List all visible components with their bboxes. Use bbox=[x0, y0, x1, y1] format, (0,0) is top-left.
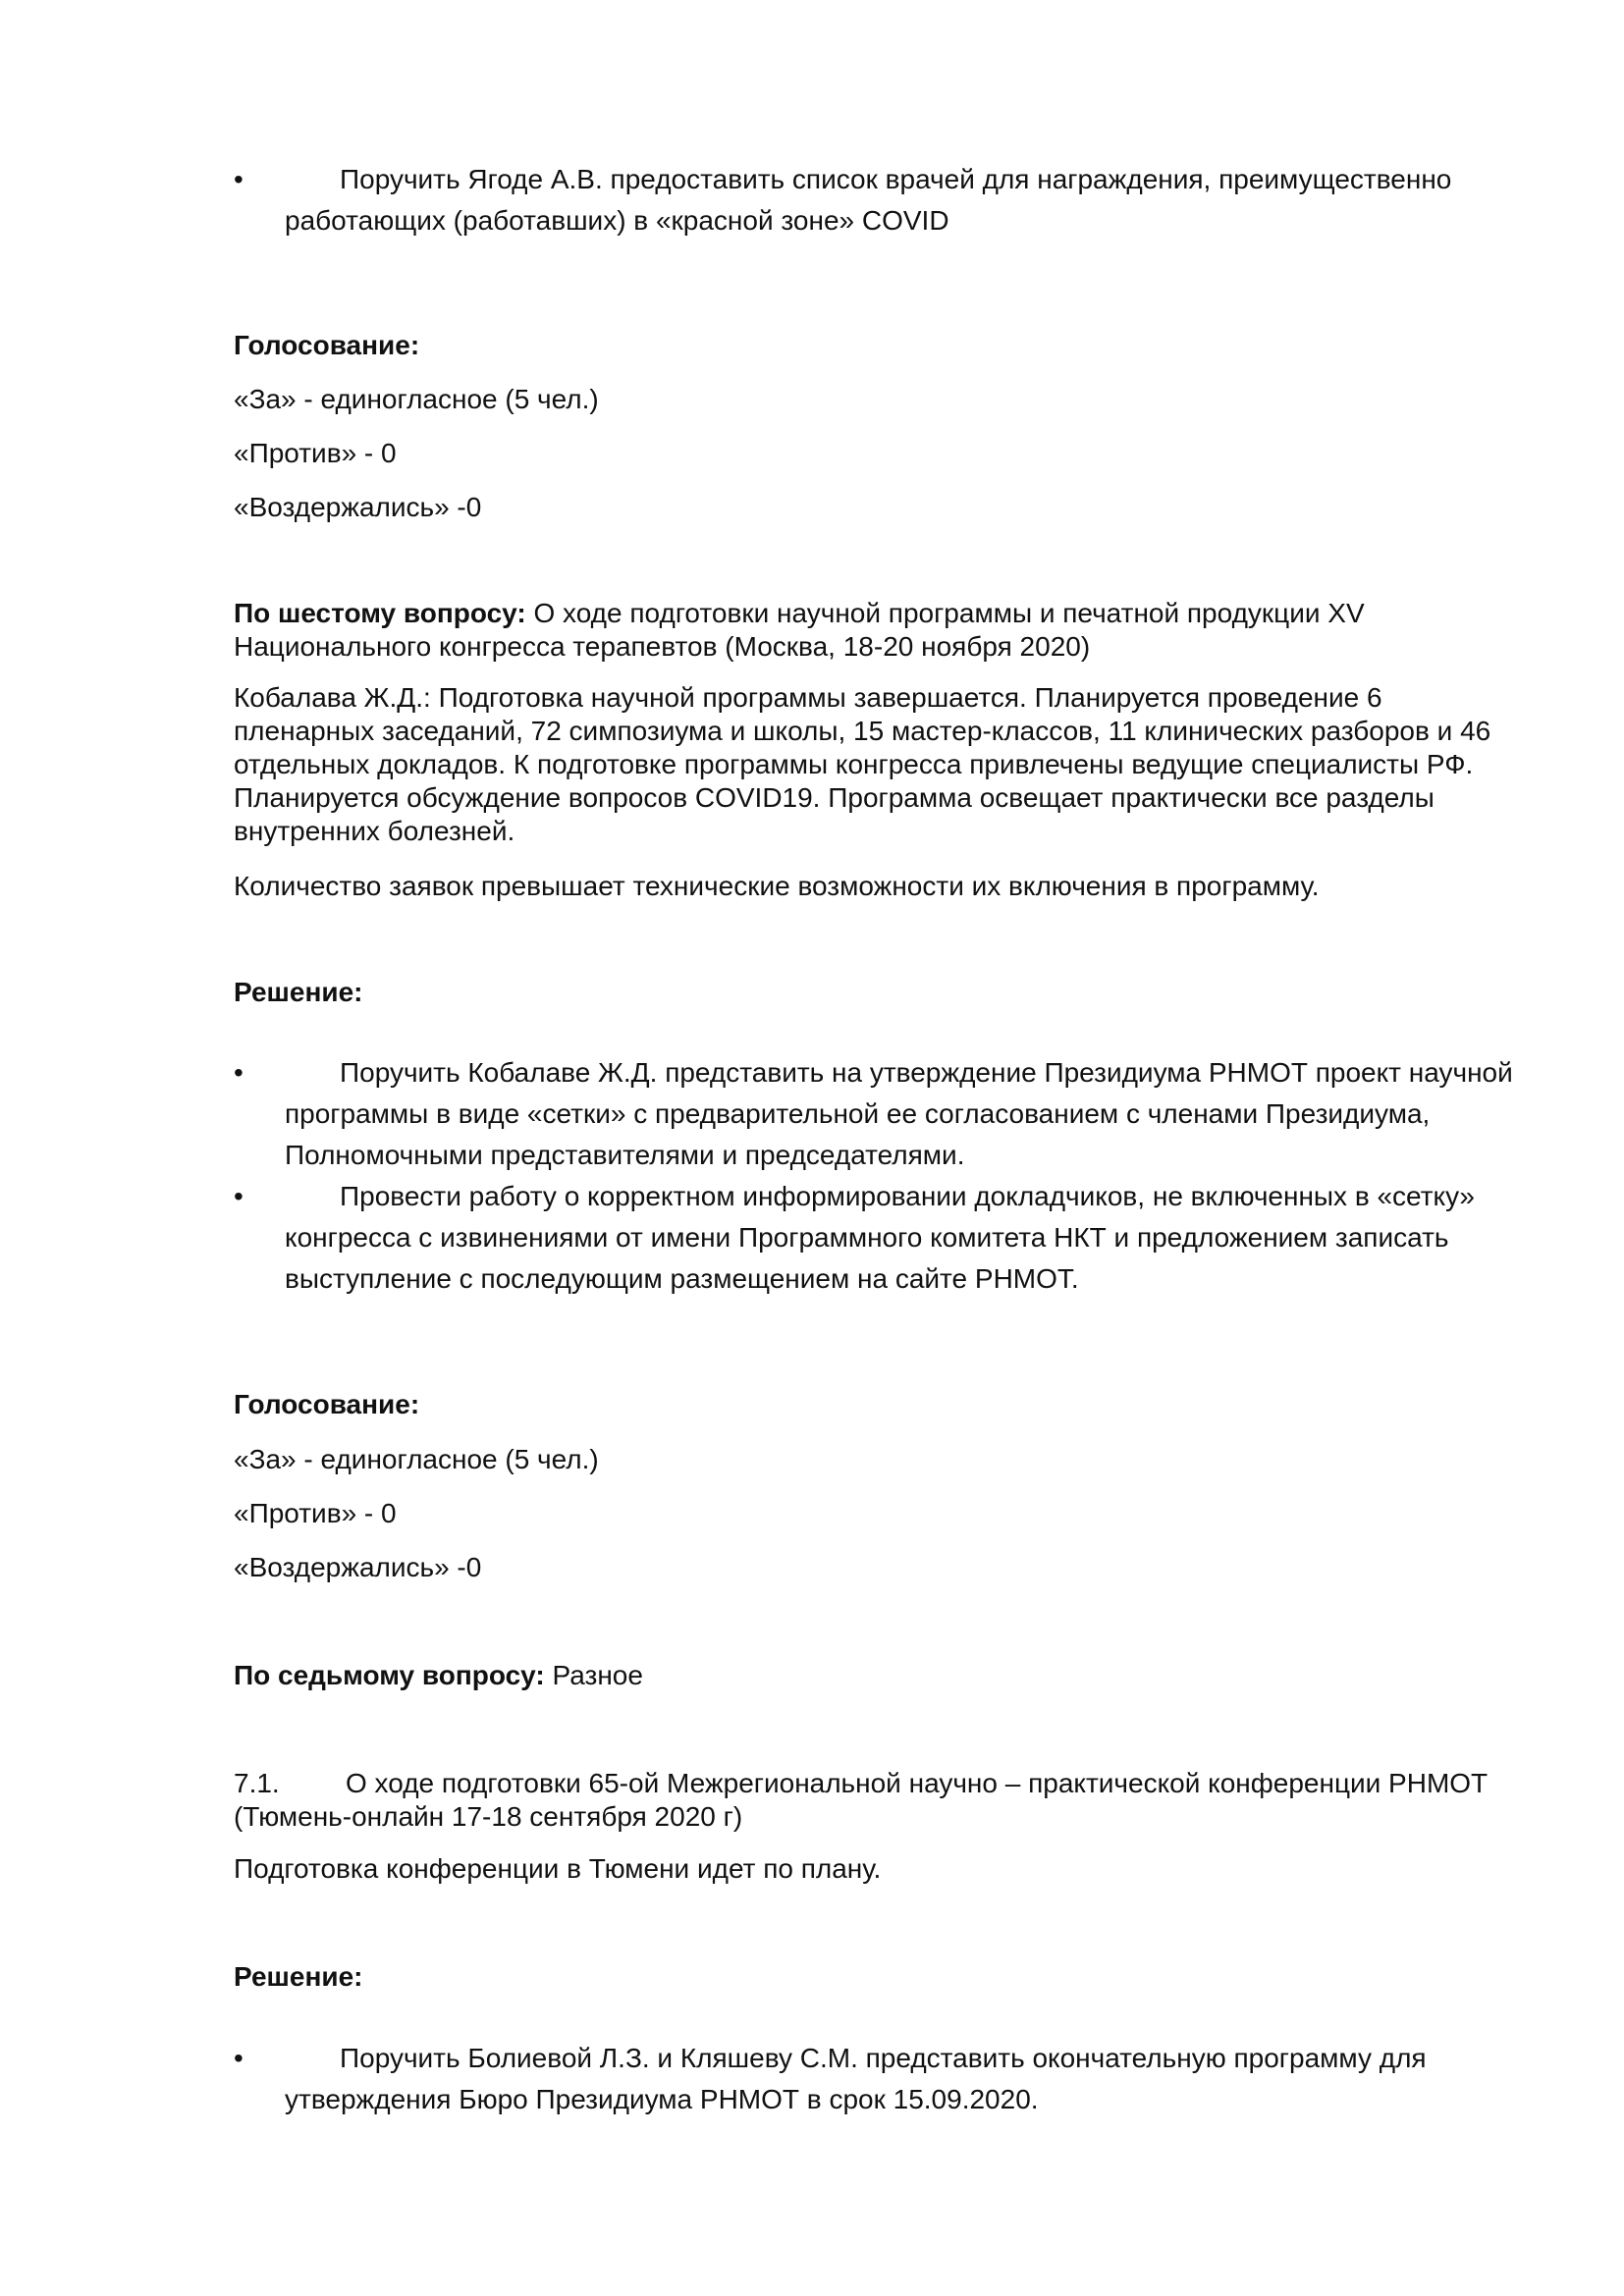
question-7-label: По седьмому вопросу: bbox=[234, 1660, 545, 1690]
decision-heading: Решение: bbox=[234, 977, 363, 1007]
question-7-paragraph bbox=[234, 1659, 1530, 1692]
bullet-icon: • bbox=[234, 1057, 244, 1088]
item-text: О ходе подготовки 65-ой Межрегиональной научно – практической конференции РНМОТ (Тюмень-онлайн 17-18 сентября 2020 г) bbox=[234, 1768, 1489, 1832]
question-6-label: По шестому вопросу: bbox=[234, 598, 526, 628]
item-number: 7.1. bbox=[234, 1768, 280, 1798]
list-item-text: Поручить Болиевой Л.З. и Кляшеву С.М. представить окончательную программу для утверждения Бюро Президиума РНМОТ в срок 15.09.2020. bbox=[285, 2043, 1427, 2114]
list-item bbox=[234, 159, 1530, 241]
voting-heading: Голосование: bbox=[234, 1389, 420, 1419]
vote-against: «Против» - 0 bbox=[234, 1498, 397, 1528]
list-item bbox=[234, 1052, 1530, 1176]
list-item bbox=[234, 2038, 1530, 2120]
list-item-text: Поручить Ягоде А.В. предоставить список врачей для награждения, преимущественно работающих (работавших) в «красной зоне» COVID bbox=[285, 164, 1452, 236]
bullet-icon: • bbox=[234, 2043, 244, 2073]
item-7-1 bbox=[234, 1767, 1530, 1834]
vote-for: «За» - единогласное (5 чел.) bbox=[234, 384, 599, 414]
vote-against: «Против» - 0 bbox=[234, 438, 397, 468]
bullet-icon: • bbox=[234, 1181, 244, 1211]
bullet-icon: • bbox=[234, 164, 244, 194]
question-7-text: Разное bbox=[544, 1660, 643, 1690]
vote-abstained: «Воздержались» -0 bbox=[234, 1552, 482, 1582]
vote-abstained: «Воздержались» -0 bbox=[234, 492, 482, 522]
question-6-report: Кобалава Ж.Д.: Подготовка научной программы завершается. Планируется проведение 6 пленарных заседаний, 72 симпозиума и школы, 15 мастер-классов, 11 клинических разборов и 46 отдельных докладов. К подготовке программы конгресса привлечены ведущие специалисты РФ. Планируется обсуждение вопросов COVID19. Программа освещает практически все разделы внутренних болезней. bbox=[234, 682, 1491, 846]
question-7-note: Подготовка конференции в Тюмени идет по плану. bbox=[234, 1853, 882, 1884]
list-item-text: Провести работу о корректном информировании докладчиков, не включенных в «сетку» конгресса с извинениями от имени Программного комитета НКТ и предложением записать выступление с последующим размещением на сайте РНМОТ. bbox=[285, 1181, 1475, 1294]
list-item-text: Поручить Кобалаве Ж.Д. представить на утверждение Президиума РНМОТ проект научной программы в виде «сетки» с предварительной ее согласованием с членами Президиума, Полномочными представителями и председателями. bbox=[285, 1057, 1513, 1170]
list-item bbox=[234, 1176, 1530, 1300]
decision-heading: Решение: bbox=[234, 1961, 363, 1992]
question-6-note: Количество заявок превышает технические возможности их включения в программу. bbox=[234, 871, 1320, 901]
voting-heading: Голосование: bbox=[234, 330, 420, 360]
question-6-paragraph bbox=[234, 597, 1530, 664]
question-6-text: О ходе подготовки научной программы и печатной продукции XV Национального конгресса терапевтов (Москва, 18-20 ноября 2020) bbox=[234, 598, 1365, 662]
vote-for: «За» - единогласное (5 чел.) bbox=[234, 1444, 599, 1474]
